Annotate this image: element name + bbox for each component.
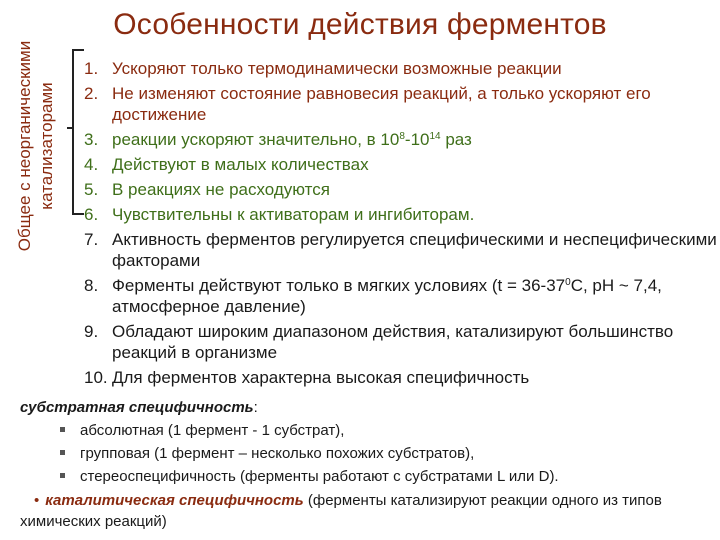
bullet-icon: • <box>34 492 40 509</box>
list-item: 8. Ферменты действуют только в мягких условиях ($t = 36-37^0С$, рН ~ 7,4, атмосферное давление) <box>84 276 662 316</box>
list-item: 6. Чувствительны к активаторам и ингибиторам. <box>84 205 475 224</box>
list-item: 1. Ускоряют только термодинамически возможные реакции <box>84 59 562 78</box>
list-item: групповая (1 фермент – несколько похожих субстратов), <box>60 444 710 463</box>
list-item: 2. Не изменяют состояние равновесия реакций, а только ускоряют его достижение <box>84 84 651 124</box>
features-list <box>80 58 720 392</box>
list-item: 7. Активность ферментов регулируется специфическими и неспецифическими факторами <box>84 230 717 270</box>
side-label-line2: катализаторами <box>37 82 56 210</box>
specificity-section <box>20 398 710 532</box>
square-bullet-icon <box>60 473 65 478</box>
slide-title: Особенности действия ферментов <box>113 8 607 41</box>
list-item: абсолютная (1 фермент - 1 субстрат), <box>60 421 710 440</box>
side-label-line1: Общее с неорганическими <box>15 40 34 252</box>
catalytic-specificity: • каталитическая специфичность (ферменты катализируют реакции одного из типов химических реакций) <box>20 492 662 530</box>
substrate-bullets <box>20 421 710 486</box>
list-item: 5. В реакциях не расходуются <box>84 180 330 199</box>
list-item: стереоспецифичность (ферменты работают с субстратами L или D). <box>60 467 710 486</box>
square-bullet-icon <box>60 450 65 455</box>
list-item: 3. реакции ускоряют значительно, в $10^8-10^{14}$ раз <box>84 130 472 149</box>
list-item: 4. Действуют в малых количествах <box>84 155 369 174</box>
square-bullet-icon <box>60 427 65 432</box>
substrate-heading: субстратная специфичность: <box>20 399 258 416</box>
list-item: 10. Для ферментов характерна высокая специфичность <box>84 368 530 387</box>
list-item: 9. Обладают широким диапазоном действия, катализируют большинство реакций в организме <box>84 322 674 362</box>
